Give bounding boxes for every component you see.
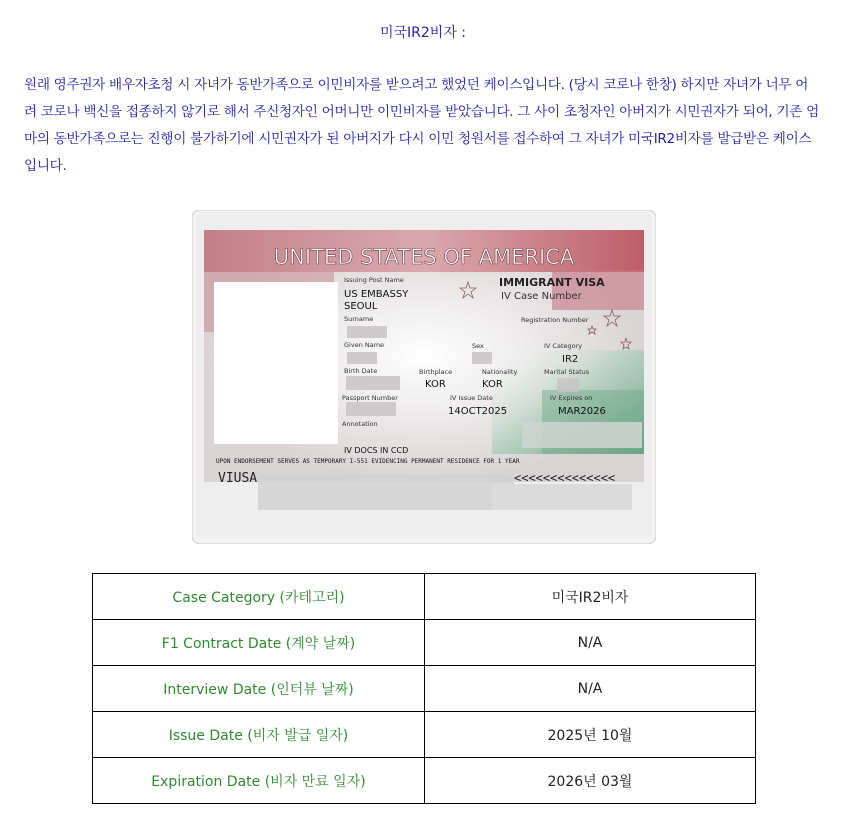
row-value: 2025년 10월 (425, 712, 756, 758)
category-label: IV Category (544, 342, 583, 350)
issue-value: 14OCT2025 (448, 406, 508, 417)
table-row (93, 574, 756, 620)
nationality-value: KOR (482, 379, 503, 390)
nationality-label: Nationality (482, 368, 518, 376)
issue-label: IV Issue Date (450, 394, 493, 402)
table-row (93, 712, 756, 758)
table-row (93, 620, 756, 666)
photo-area (214, 282, 338, 444)
row-label: Expiration Date (비자 만료 일자) (93, 758, 425, 804)
mrz-start: VIUSA (218, 471, 258, 486)
annotation-value: IV DOCS IN CCD (344, 446, 409, 455)
page-title: 미국IR2비자 : (379, 25, 467, 41)
annotation-label: Annotation (342, 420, 378, 428)
endorsement-text: UPON ENDORSEMENT SERVES AS TEMPORARY I-551 EVIDENCING PERMANENT RESIDENCE FOR 1 YEAR (216, 458, 520, 465)
row-value: N/A (425, 666, 756, 712)
visa-details-table (92, 573, 756, 804)
row-value: 미국IR2비자 (425, 574, 756, 620)
category-value: IR2 (562, 354, 579, 365)
visa-type: IMMIGRANT VISA (499, 276, 605, 289)
visa-banner-text: UNITED STATES OF AMERICA (273, 245, 575, 269)
expires-value: MAR2026 (558, 406, 606, 417)
row-label: F1 Contract Date (계약 날짜) (93, 620, 425, 666)
intro-paragraph: 원래 영주권자 배우자초청 시 자녀가 동반가족으로 이민비자를 받으려고 했었던 케이스입니다. (당시 코로나 한창) 하지만 자녀가 너무 어려 코로나 백신을 접종하지 않기로 해서 주신청자인 어머니만 이민비자를 받았습니다. 그 사이 초청자인 아버지가 시민권자가 되어, 기존 엄마의 동반가족으로는 진행이 불가하기에 시민권자가 된 아버지가 다시 이민 청원서를 접수하여 그 자녀가 미국IR2비자를 발급받은 케이스입니다. (24, 77, 819, 174)
issuing-post-line1: US EMBASSY (344, 289, 409, 300)
visa-card (192, 210, 656, 544)
row-label: Interview Date (인터뷰 날짜) (93, 666, 425, 712)
surname-label: Surname (344, 315, 374, 323)
registration-label: Registration Number (521, 316, 589, 324)
issuing-post-line2: SEOUL (344, 301, 378, 312)
table-row (93, 666, 756, 712)
issuing-post-label: Issuing Post Name (344, 276, 404, 284)
row-label: Issue Date (비자 발급 일자) (93, 712, 425, 758)
row-value: 2026년 03월 (425, 758, 756, 804)
passport-label: Passport Number (342, 394, 398, 402)
table-row (93, 758, 756, 804)
given-name-label: Given Name (344, 341, 385, 349)
case-number-label: IV Case Number (501, 291, 582, 302)
mrz-end: <<<<<<<<<<<<<< (514, 471, 616, 485)
birthplace-value: KOR (425, 379, 446, 390)
sex-label: Sex (472, 342, 484, 350)
birth-date-label: Birth Date (344, 367, 378, 375)
birthplace-label: Birthplace (419, 368, 453, 376)
marital-label: Marital Status (544, 368, 590, 376)
expires-label: IV Expires on (550, 394, 593, 402)
visa-image (192, 210, 656, 544)
row-label: Case Category (카테고리) (93, 574, 425, 620)
row-value: N/A (425, 620, 756, 666)
